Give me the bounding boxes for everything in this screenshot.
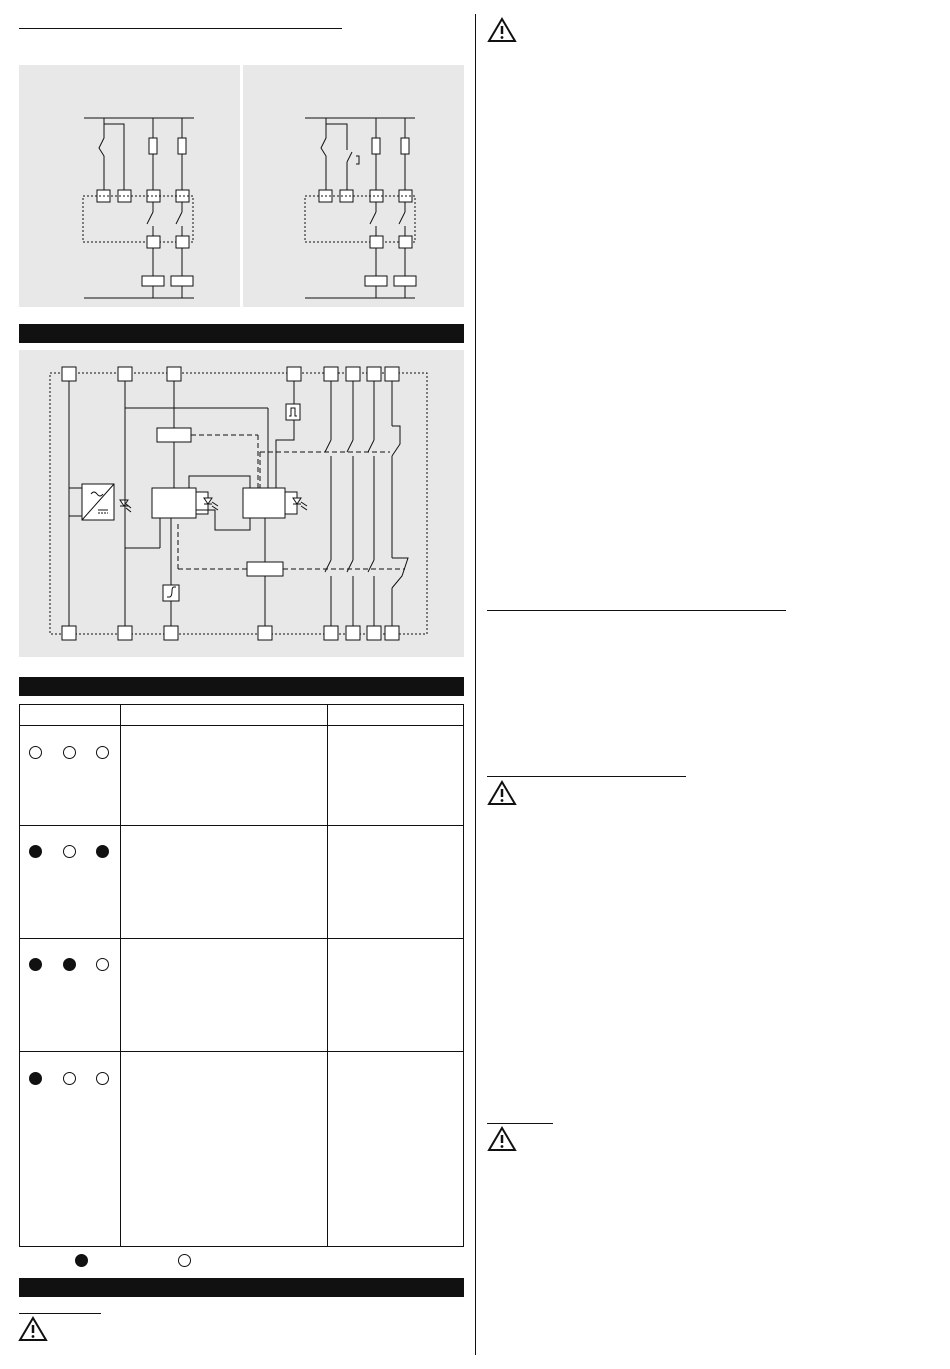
table-row-line-2 bbox=[19, 938, 464, 939]
subheading-underline-right-1 bbox=[487, 610, 786, 611]
led-off-icon bbox=[96, 1072, 109, 1085]
led-off-icon bbox=[96, 958, 109, 971]
led-on-icon bbox=[63, 958, 76, 971]
table-col-divider-1 bbox=[120, 704, 121, 1247]
warning-triangle-icon bbox=[18, 1316, 48, 1342]
subheading-underline-right-3 bbox=[487, 1123, 553, 1124]
led-off-icon bbox=[96, 746, 109, 759]
table-row-line-1 bbox=[19, 825, 464, 826]
led-status-table bbox=[19, 704, 464, 1247]
legend-led-off-icon bbox=[178, 1254, 191, 1267]
warning-triangle-icon bbox=[487, 780, 517, 806]
led-off-icon bbox=[29, 746, 42, 759]
section-header-commissioning bbox=[19, 1278, 464, 1297]
table-col-divider-2 bbox=[327, 704, 328, 1247]
led-on-icon bbox=[29, 845, 42, 858]
led-on-icon bbox=[29, 958, 42, 971]
column-divider bbox=[475, 14, 476, 1355]
led-off-icon bbox=[63, 746, 76, 759]
section-header-led-table bbox=[19, 677, 464, 696]
subheading-underline-right-2 bbox=[487, 776, 686, 777]
warning-triangle-icon bbox=[487, 1126, 517, 1152]
legend-led-on-icon bbox=[75, 1254, 88, 1267]
led-on-icon bbox=[29, 1072, 42, 1085]
led-off-icon bbox=[63, 845, 76, 858]
subheading-underline-left bbox=[19, 1313, 101, 1314]
led-off-icon bbox=[63, 1072, 76, 1085]
table-row-line-3 bbox=[19, 1051, 464, 1052]
warning-triangle-icon bbox=[487, 17, 517, 43]
table-header-line bbox=[19, 725, 464, 726]
led-on-icon bbox=[96, 845, 109, 858]
